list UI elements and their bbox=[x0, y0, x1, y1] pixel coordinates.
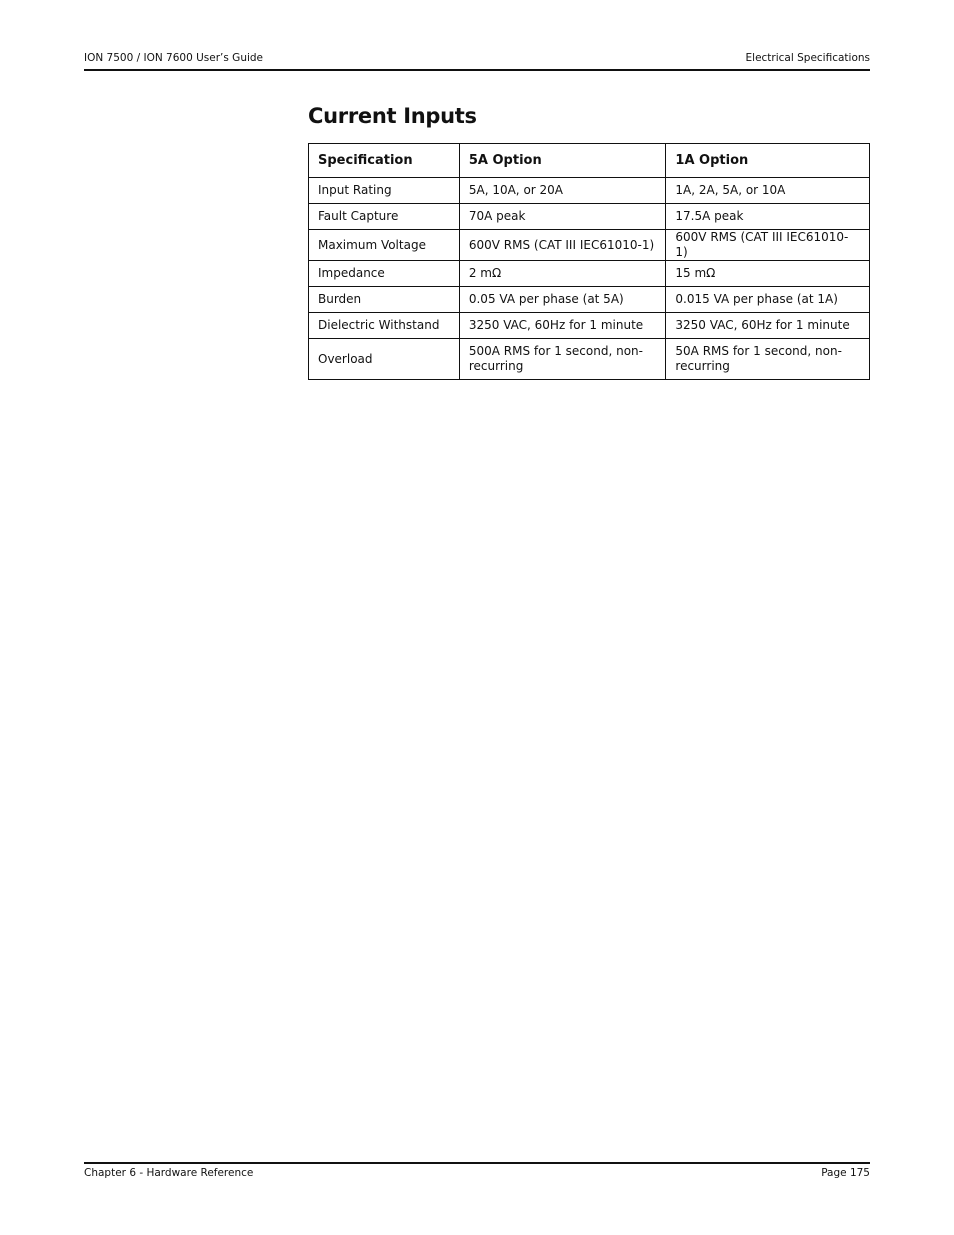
cell-specification: Input Rating bbox=[309, 178, 460, 204]
table-row bbox=[309, 178, 870, 204]
cell-1a-option: 0.015 VA per phase (at 1A) bbox=[666, 287, 870, 313]
table-row bbox=[309, 261, 870, 287]
table-header-row bbox=[309, 144, 870, 178]
table-row bbox=[309, 339, 870, 380]
footer-chapter: Chapter 6 - Hardware Reference bbox=[84, 1167, 254, 1179]
cell-specification: Overload bbox=[309, 339, 460, 380]
cell-5a-option: 70A peak bbox=[459, 204, 666, 230]
cell-specification: Dielectric Withstand bbox=[309, 313, 460, 339]
cell-1a-option: 15 mΩ bbox=[666, 261, 870, 287]
cell-specification: Maximum Voltage bbox=[309, 230, 460, 261]
page-footer bbox=[84, 1167, 870, 1185]
page-header bbox=[84, 52, 870, 70]
table-row bbox=[309, 287, 870, 313]
footer-page-number: Page 175 bbox=[821, 1167, 870, 1179]
cell-5a-option: 0.05 VA per phase (at 5A) bbox=[459, 287, 666, 313]
column-header-1a-option: 1A Option bbox=[666, 144, 870, 178]
cell-specification: Burden bbox=[309, 287, 460, 313]
current-inputs-table bbox=[308, 143, 870, 380]
cell-5a-option: 500A RMS for 1 second, non-recurring bbox=[459, 339, 666, 380]
column-header-5a-option: 5A Option bbox=[459, 144, 666, 178]
footer-divider bbox=[84, 1162, 870, 1164]
table-row bbox=[309, 313, 870, 339]
cell-5a-option: 2 mΩ bbox=[459, 261, 666, 287]
column-header-specification: Specification bbox=[309, 144, 460, 178]
header-section-name: Electrical Specifications bbox=[745, 52, 870, 64]
header-document-title: ION 7500 / ION 7600 User’s Guide bbox=[84, 52, 264, 64]
cell-1a-option: 600V RMS (CAT III IEC61010-1) bbox=[666, 230, 870, 261]
cell-1a-option: 1A, 2A, 5A, or 10A bbox=[666, 178, 870, 204]
cell-1a-option: 17.5A peak bbox=[666, 204, 870, 230]
cell-5a-option: 3250 VAC, 60Hz for 1 minute bbox=[459, 313, 666, 339]
table-row bbox=[309, 204, 870, 230]
cell-5a-option: 600V RMS (CAT III IEC61010-1) bbox=[459, 230, 666, 261]
cell-1a-option: 50A RMS for 1 second, non-recurring bbox=[666, 339, 870, 380]
header-divider bbox=[84, 69, 870, 71]
table-row bbox=[309, 230, 870, 261]
section-title: Current Inputs bbox=[308, 104, 477, 128]
cell-1a-option: 3250 VAC, 60Hz for 1 minute bbox=[666, 313, 870, 339]
cell-5a-option: 5A, 10A, or 20A bbox=[459, 178, 666, 204]
cell-specification: Impedance bbox=[309, 261, 460, 287]
cell-specification: Fault Capture bbox=[309, 204, 460, 230]
